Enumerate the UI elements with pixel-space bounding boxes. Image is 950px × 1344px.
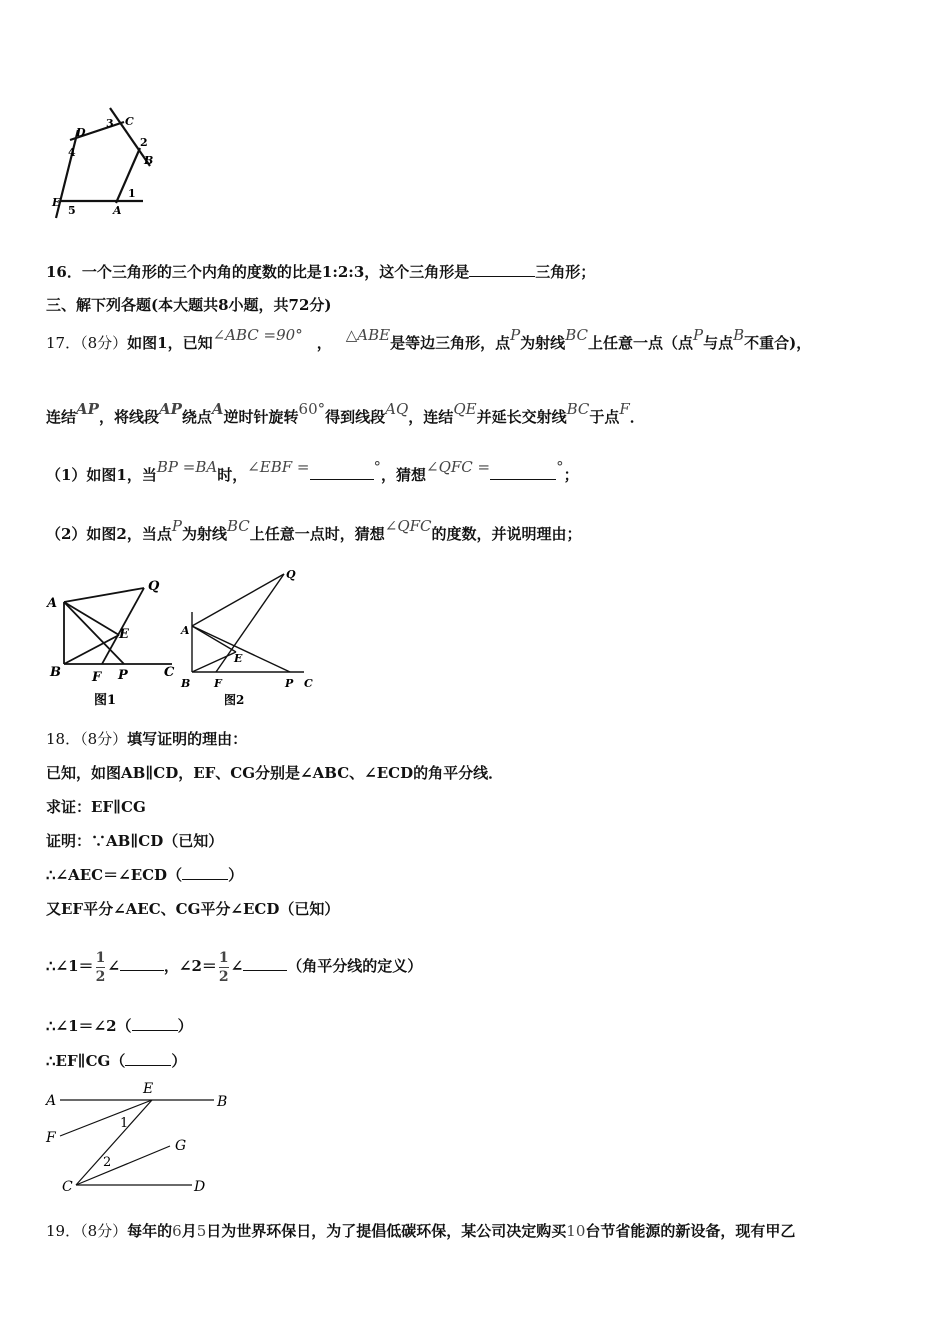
fig3-label-e: E [143, 1081, 154, 1097]
question-18-known: 已知，如图AB∥CD，EF、CG分别是∠ABC、∠ECD的角平分线． [46, 764, 504, 782]
question-18-step5: ∴EF∥CG（ ） [46, 1052, 187, 1070]
fig3-label-d: D [194, 1179, 206, 1195]
fraction-half-1: $\frac{1}{2}$ [95, 949, 106, 985]
answer-blank-qfc[interactable] [490, 465, 556, 480]
label-3: 3 [106, 117, 114, 130]
question-17-part1: （1）如图1，当BP =BA时，∠EBF = °，猜想∠QFC = °； [46, 458, 579, 484]
fig2-label-a: A [181, 624, 190, 637]
fig1-caption: 图1 [94, 693, 117, 708]
fig3-label-f: F [46, 1130, 56, 1146]
question-18-step3: ∴∠1＝ $\frac{1}{2}$ ∠ ，∠2＝ $\frac{1}{2}$ ∠ （角平分线的定义） [46, 944, 422, 988]
fig3-label-c: C [62, 1179, 73, 1195]
label-4: 4 [68, 146, 76, 159]
fig1-label-q: Q [148, 579, 160, 594]
fig2-label-c: C [304, 677, 313, 690]
fig3-label-b: B [217, 1094, 228, 1110]
label-b: B [144, 154, 154, 167]
question-18-step4: ∴∠1＝∠2（ ） [46, 1017, 193, 1035]
fig1-label-e: E [119, 627, 129, 642]
figure-2 [176, 566, 321, 710]
fig1-label-f: F [92, 670, 102, 685]
answer-blank-angle1[interactable] [120, 946, 164, 971]
answer-blank-angle2[interactable] [243, 946, 287, 971]
answer-blank-ebf[interactable] [310, 465, 374, 480]
question-18-proof: 证明：∵AB∥CD（已知） [46, 832, 224, 850]
question-17-line1: 17．（8分）如图1，已知∠ABC =90° ， △ABE是等边三角形，点P为射线BC上任意一点（点P与点B不重合)， [46, 326, 812, 352]
fig2-label-b: B [181, 677, 191, 690]
label-2: 2 [140, 136, 148, 149]
question-18-title: 18．（8分）填写证明的理由： [46, 730, 248, 748]
fig1-label-b: B [50, 665, 61, 680]
answer-blank-step4[interactable] [132, 1016, 178, 1031]
fig3-label-2: 2 [103, 1155, 112, 1170]
fraction-half-2: $\frac{1}{2}$ [218, 949, 229, 985]
question-18-step2: 又EF平分∠AEC、CG平分∠ECD（已知） [46, 900, 340, 918]
fig2-label-f: F [214, 677, 222, 690]
question-19: 19．（8分）每年的6月5日为世界环保日，为了提倡低碳环保，某公司决定购买10台节省能源的新设备，现有甲乙 [46, 1222, 796, 1240]
fig2-caption: 图2 [224, 693, 245, 707]
label-a: A [113, 204, 122, 217]
fig1-label-a: A [47, 596, 58, 611]
fig2-label-q: Q [286, 568, 296, 581]
fig2-label-e: E [234, 652, 243, 665]
label-e: E [52, 196, 61, 209]
answer-blank-step1[interactable] [182, 865, 228, 880]
question-18-prove: 求证：EF∥CG [46, 798, 146, 816]
label-d: D [76, 126, 86, 139]
fig3-label-g: G [175, 1138, 187, 1154]
fig2-label-p: P [285, 677, 294, 690]
question-17-part2: （2）如图2，当点P为射线BC上任意一点时，猜想∠QFC的度数，并说明理由； [46, 517, 582, 543]
question-16: 16．一个三角形的三个内角的度数的比是1:2:3，这个三角形是 三角形； [46, 263, 596, 281]
figure-parallel-lines [40, 1078, 250, 1198]
fig1-label-c: C [164, 665, 175, 680]
figure-pentagon [48, 100, 158, 225]
question-18-step1: ∴∠AEC＝∠ECD（ ） [46, 866, 244, 884]
fig3-label-a: A [46, 1093, 57, 1109]
label-c: C [125, 115, 134, 128]
label-1: 1 [128, 187, 136, 200]
section-title: 三、解下列各题(本大题共8小题，共72分) [46, 296, 332, 314]
answer-blank-16[interactable] [469, 262, 535, 277]
answer-blank-step5[interactable] [125, 1051, 171, 1066]
figure-1 [44, 570, 184, 710]
fig3-label-1: 1 [120, 1116, 129, 1131]
fig1-label-p: P [118, 668, 128, 683]
label-5: 5 [68, 204, 76, 217]
question-17-line2: 连结AP，将线段AP绕点A逆时针旋转60°得到线段AQ，连结QE并延长交射线BC于点F． [46, 400, 645, 426]
